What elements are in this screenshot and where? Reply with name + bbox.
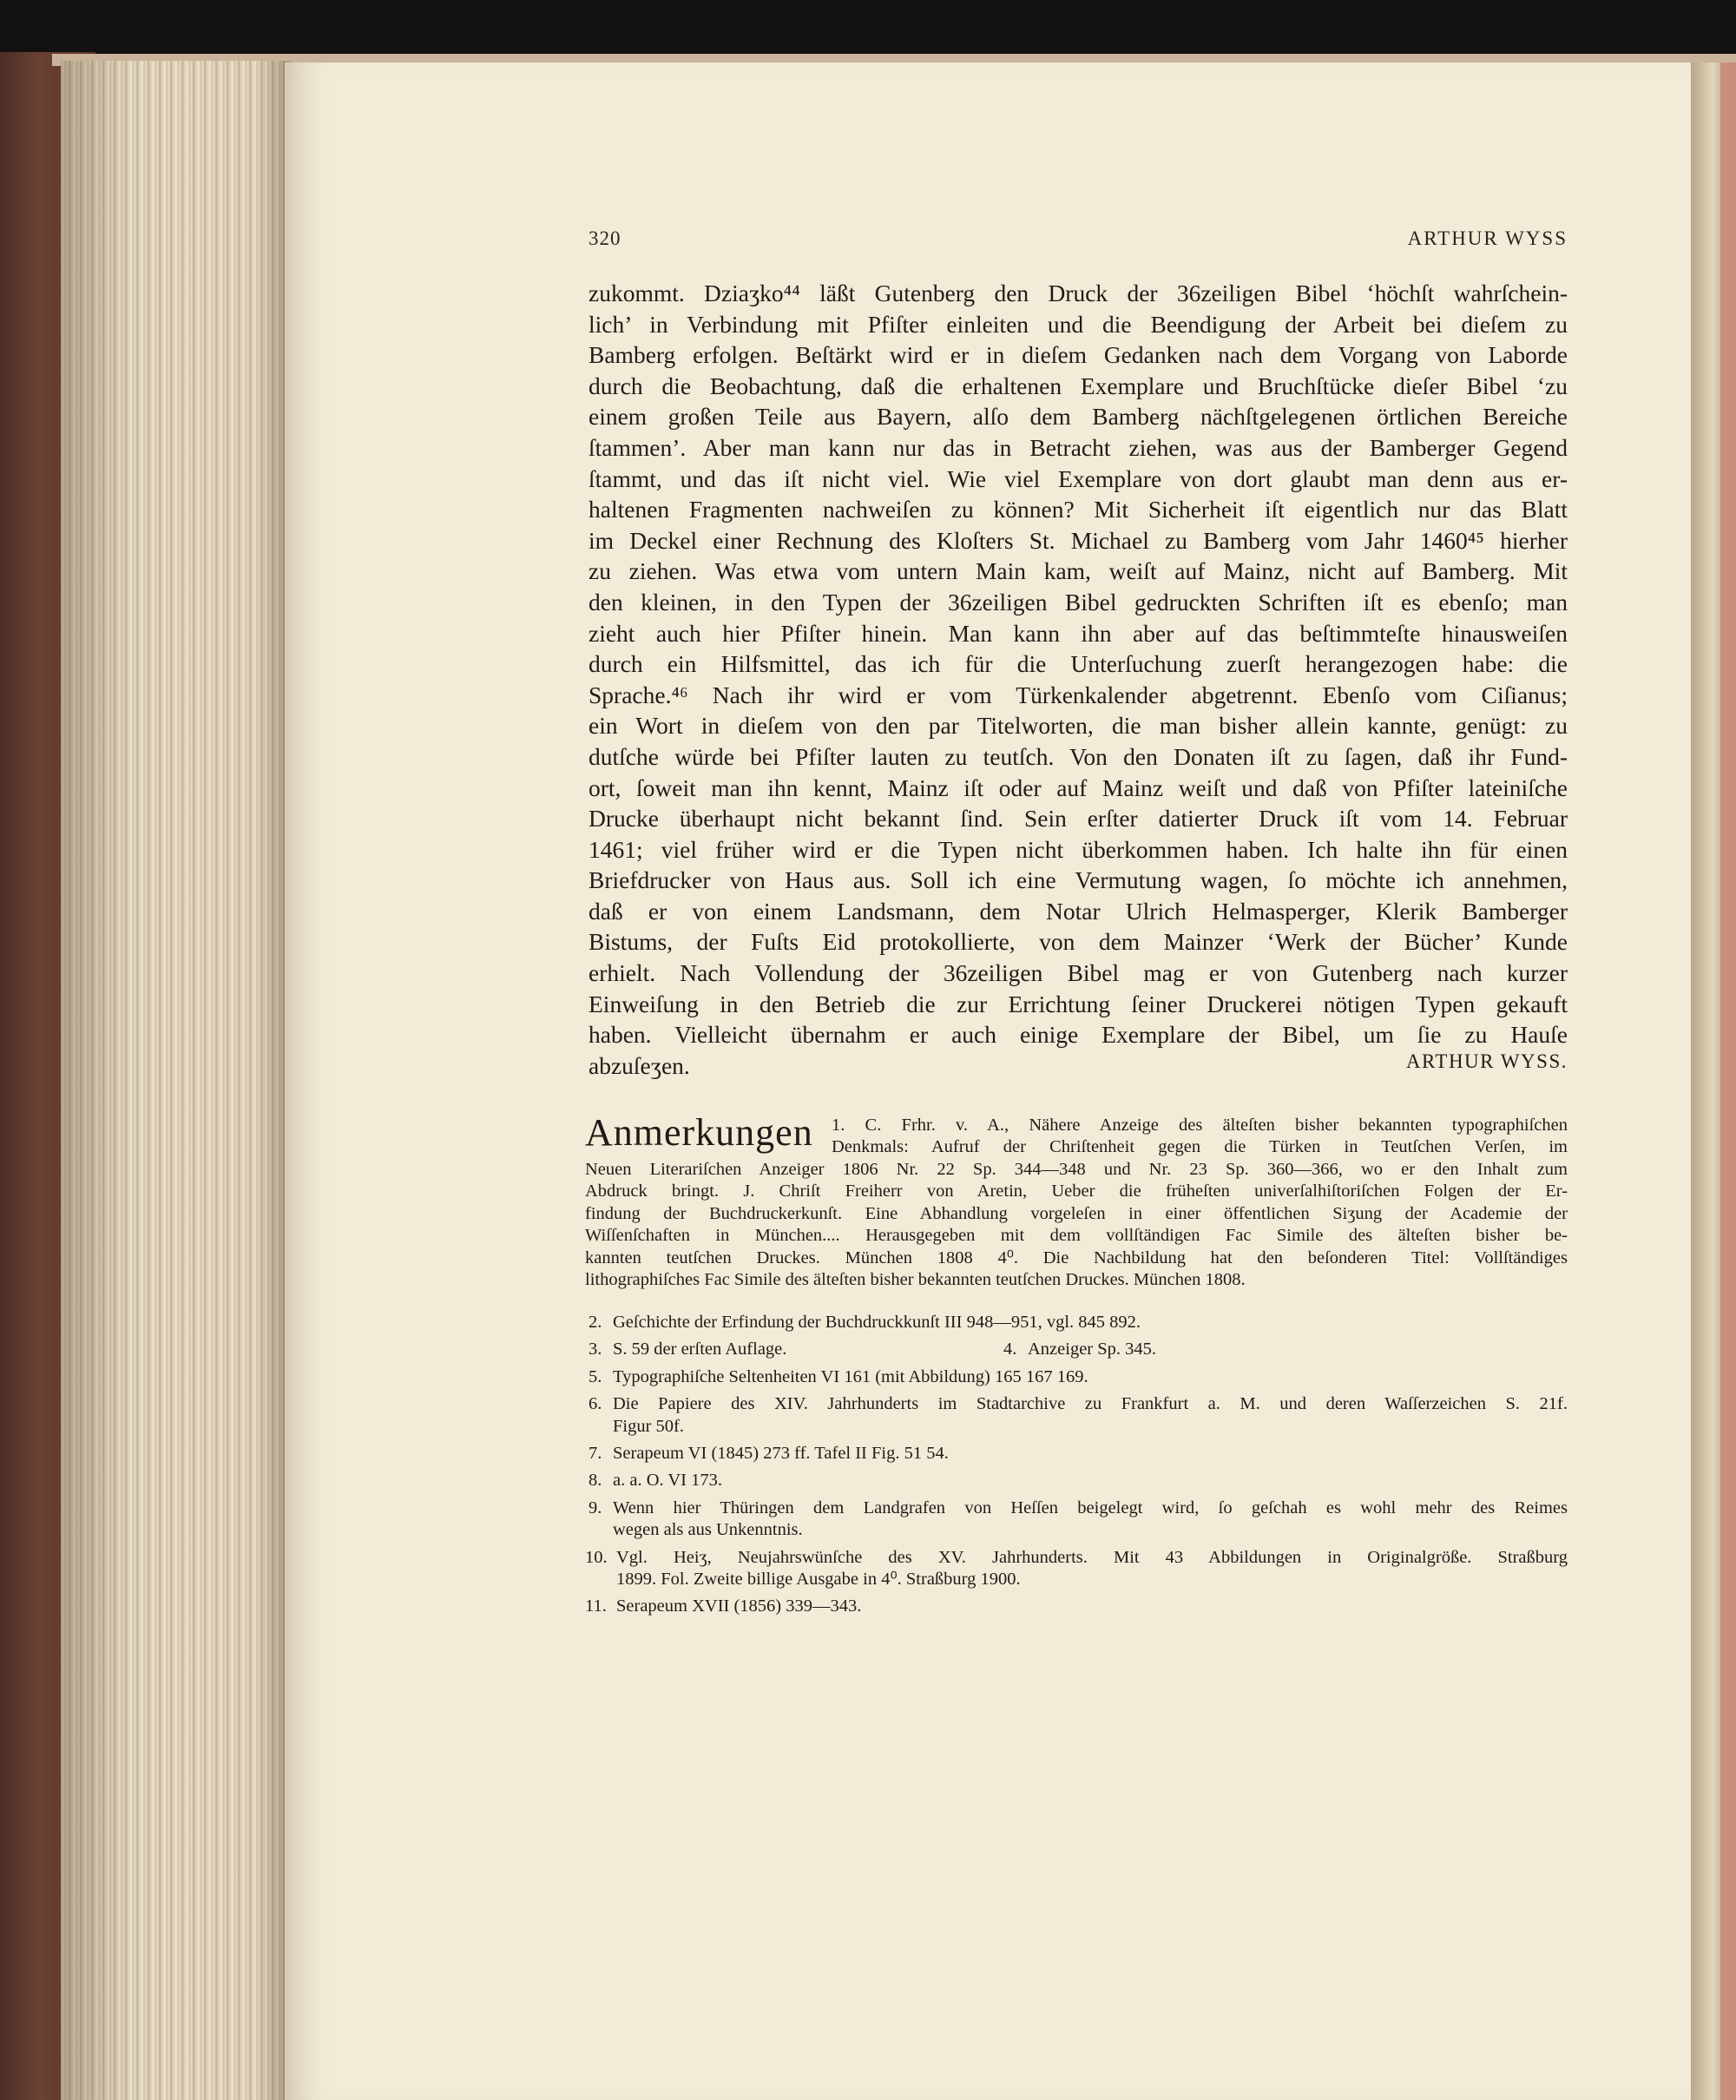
note-number: 4. bbox=[1003, 1340, 1017, 1359]
note-cont-line: findung der Buchdruckerkunſt. Eine Abhandlung vorgeleſen in einer öffentlichen Siʒung der Academie der bbox=[585, 1203, 1568, 1223]
note-text-line: Wenn hier Thüringen dem Landgrafen von Heſſen beigelegt wird, ſo geſchah es wohl mehr des Reimes bbox=[613, 1498, 1568, 1517]
note-item bbox=[585, 1596, 1568, 1617]
notes-list bbox=[585, 1312, 1568, 1623]
body-text-line: Bamberg erfolgen. Beſtärkt wird er in dieſem Gedanken nach dem Vorgang von Laborde bbox=[589, 341, 1568, 369]
note-text-line: 1899. Fol. Zweite billige Ausgabe in 4⁰. Straßburg 1900. bbox=[616, 1570, 1021, 1590]
note-cont-line: Wiſſenſchaften in München.... Herausgegeben mit dem vollſtändigen Fac Simile des älteſten bisher be- bbox=[585, 1226, 1568, 1246]
body-text-line: zieht auch hier Pfiſter hinein. Man kann ihn aber auf das beſtimmteſte hinausweiſen bbox=[589, 619, 1568, 647]
body-text-line: im Deckel einer Rechnung des Kloſters St. Michael zu Bamberg vom Jahr 1460⁴⁵ hierher bbox=[589, 526, 1568, 554]
note-text bbox=[613, 1393, 1568, 1438]
note-number: 2. bbox=[589, 1313, 602, 1332]
body-text-line: haben. Vielleicht übernahm er auch einige Exemplare der Bibel, um ſie zu Hauſe bbox=[589, 1021, 1568, 1049]
body-text-line: ein Wort in dieſem von den par Titelworten, die man bisher allein kannte, genügt: zu bbox=[589, 712, 1568, 740]
note-item bbox=[585, 1498, 1568, 1542]
note-number: 8. bbox=[589, 1471, 602, 1491]
body-text-line: durch ein Hilfsmittel, das ich für die Unterſuchung zuerſt herangezogen habe: die bbox=[589, 650, 1568, 678]
body-text-line: zukommt. Dziaʒko⁴⁴ läßt Gutenberg den Druck der 36zeiligen Bibel ‘höchſt wahrſchein- bbox=[589, 280, 1568, 306]
body-text-line: einem großen Teile aus Bayern, alſo dem Bamberg nächſtgelegenen örtlichen Bereiche bbox=[589, 403, 1568, 431]
note-text-line: Figur 50f. bbox=[613, 1416, 684, 1436]
note-text: Anzeiger Sp. 345. bbox=[1028, 1340, 1157, 1359]
body-text-line: lich’ in Verbindung mit Pfiſter einleiten und die Beendigung der Arbeit bei dieſem zu bbox=[589, 310, 1568, 338]
note-text bbox=[616, 1596, 1568, 1617]
note-intro-line: 1. C. Frhr. v. A., Nähere Anzeige des älteſten bisher bekannten typographiſchen bbox=[832, 1116, 1568, 1135]
note-number: 11. bbox=[585, 1596, 607, 1616]
note-number: 10. bbox=[585, 1547, 608, 1567]
note-number: 3. bbox=[589, 1340, 602, 1359]
body-text-line: zu ziehen. Was etwa vom untern Main kam, weiſt auf Mainz, nicht auf Bamberg. Mit bbox=[589, 557, 1568, 585]
note-intro-line: Denkmals: Aufruf der Chriſtenheit gegen die Türken in Teutſchen Verſen, im bbox=[832, 1137, 1568, 1157]
book-cover-right bbox=[1720, 63, 1736, 2100]
note-item bbox=[585, 1312, 1568, 1333]
body-text-line: ſtammt, und das iſt nicht viel. Wie viel Exemplare von dort glaubt man denn aus er- bbox=[589, 464, 1568, 492]
body-text bbox=[589, 278, 1568, 1081]
body-text-line: erhielt. Nach Vollendung der 36zeiligen Bibel mag er von Gutenberg nach kurzer bbox=[589, 959, 1568, 987]
note-text-line: wegen als aus Unkenntnis. bbox=[613, 1520, 803, 1540]
body-text-line: Briefdrucker von Haus aus. Soll ich eine Vermutung wagen, ſo möchte ich annehmen, bbox=[589, 866, 1568, 894]
body-text-line: 1461; viel früher wird er die Typen nicht überkommen haben. Ich halte ihn für einen bbox=[589, 835, 1568, 863]
body-text-line: ort, ſoweit man ihn kennt, Mainz iſt oder auf Mainz weiſt und daß von Pfiſter lateiniſche bbox=[589, 774, 1568, 801]
note-item bbox=[585, 1339, 786, 1360]
note-text bbox=[613, 1312, 1568, 1333]
note-number: 7. bbox=[589, 1444, 602, 1464]
note-number: 9. bbox=[589, 1498, 602, 1517]
body-text-line: ſtammen’. Aber man kann nur das in Betracht ziehen, was aus der Bamberger Gegend bbox=[589, 433, 1568, 461]
note-text-line: Die Papiere des XIV. Jahrhunderts im Stadtarchive zu Frankfurt a. M. und deren Waſſerzeichen S. 21f. bbox=[613, 1394, 1568, 1414]
note-row bbox=[585, 1339, 1568, 1360]
note-text-line: Serapeum VI (1845) 273 ff. Tafel II Fig. 51 54. bbox=[613, 1444, 949, 1464]
note-number: 6. bbox=[589, 1394, 602, 1414]
note-cont-line: lithographiſches Fac Simile des älteſten bisher bekannten teutſchen Druckes. München 1808. bbox=[585, 1270, 1246, 1290]
note-text-line: Vgl. Heiʒ, Neujahrswünſche des XV. Jahrhunderts. Mit 43 Abbildungen in Originalgröße. Straßburg bbox=[616, 1547, 1568, 1567]
note-text-line: Typographiſche Seltenheiten VI 161 (mit Abbildung) 165 167 169. bbox=[613, 1366, 1088, 1386]
body-text-line: den kleinen, in den Typen der 36zeiligen Bibel gedruckten Schriften iſt es ebenſo; man bbox=[589, 588, 1568, 616]
note-item bbox=[585, 1393, 1568, 1438]
page-number: 320 bbox=[589, 227, 621, 249]
note-item bbox=[585, 1547, 1568, 1591]
body-text-line: durch die Beobachtung, daß die erhaltenen Exemplare und Bruchſtücke dieſer Bibel ‘zu bbox=[589, 372, 1568, 399]
note-1-continuation bbox=[585, 1159, 1568, 1291]
note-text bbox=[613, 1470, 1568, 1491]
body-text-line: haltenen Fragmenten nachweiſen zu können? Mit Sicherheit iſt eigentlich nur das Blatt bbox=[589, 496, 1568, 523]
note-item bbox=[585, 1443, 1568, 1465]
note-number: 5. bbox=[589, 1366, 602, 1386]
body-text-line: abzuſeʒen. bbox=[589, 1051, 690, 1079]
note-text-line: Serapeum XVII (1856) 339—343. bbox=[616, 1596, 862, 1616]
notes-heading: Anmerkungen bbox=[585, 1111, 813, 1154]
note-text bbox=[613, 1498, 1568, 1542]
body-text-line: dutſche würde bei Pfiſter lauten zu teutſch. Von den Donaten iſt zu ſagen, daß ihr Fund- bbox=[589, 742, 1568, 770]
note-text: S. 59 der erſten Auflage. bbox=[613, 1340, 787, 1359]
note-item bbox=[585, 1470, 1568, 1491]
note-text bbox=[616, 1547, 1568, 1591]
note-item bbox=[585, 1366, 1568, 1388]
author-signature: ARTHUR WYSS. bbox=[1405, 1050, 1568, 1072]
body-text-line: daß er von einem Landsmann, dem Notar Ulrich Helmasperger, Klerik Bamberger bbox=[589, 897, 1568, 925]
body-text-line: Einweiſung in den Betrieb die zur Errichtung ſeiner Druckerei nötigen Typen gekauft bbox=[589, 990, 1568, 1017]
note-cont-line: Abdruck bringt. J. Chriſt Freiherr von Aretin, Ueber die früheſten univerſalhiſtoriſchen Folgen der Er- bbox=[585, 1182, 1568, 1201]
note-text-line: a. a. O. VI 173. bbox=[613, 1471, 723, 1491]
body-text-line: Sprache.⁴⁶ Nach ihr wird er vom Türkenkalender abgetrennt. Ebenſo vom Ciſianus; bbox=[589, 681, 1568, 708]
page-edges-stack bbox=[61, 61, 291, 2100]
running-head-author: ARTHUR WYSS bbox=[1407, 227, 1568, 249]
note-text bbox=[613, 1443, 1568, 1465]
note-cont-line: kannten teutſchen Druckes. München 1808 4⁰. Die Nachbildung hat den beſonderen Titel: Vollſtändiges bbox=[585, 1247, 1568, 1267]
running-head bbox=[589, 227, 1568, 262]
note-text-line: Geſchichte der Erfindung der Buchdruckkunſt III 948—951, vgl. 845 892. bbox=[613, 1313, 1141, 1332]
note-text bbox=[613, 1366, 1568, 1388]
note-1-intro bbox=[832, 1115, 1568, 1159]
body-text-line: Drucke überhaupt nicht bekannt ſind. Sein erſter datierter Druck iſt vom 14. Februar bbox=[589, 805, 1568, 833]
note-cont-line: Neuen Literariſchen Anzeiger 1806 Nr. 22 Sp. 344—348 und Nr. 23 Sp. 360—366, wo er den Inhalt zum bbox=[585, 1160, 1568, 1179]
body-text-line: Bistums, der Fuſts Eid protokollierte, von dem Mainzer ‘Werk der Bücher’ Kunde bbox=[589, 928, 1568, 956]
note-item bbox=[1000, 1339, 1156, 1360]
